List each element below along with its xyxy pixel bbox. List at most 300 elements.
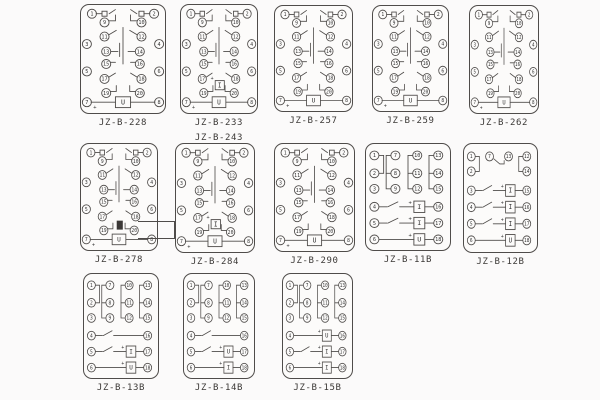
terminal-11: 11	[391, 35, 397, 41]
terminal-2: 2	[245, 11, 249, 18]
panel-label: JZ-B-259	[386, 116, 435, 126]
terminal-1: 1	[90, 283, 93, 289]
terminal-10: 10	[327, 20, 334, 27]
terminal-12: 12	[224, 316, 230, 322]
terminal-3: 3	[180, 180, 183, 187]
terminal-9: 9	[295, 20, 298, 27]
polarity-mark: +	[408, 216, 412, 223]
terminal-6: 6	[189, 366, 193, 372]
terminal-17: 17	[99, 214, 106, 221]
terminal-7: 7	[305, 283, 309, 290]
panel-outline	[274, 143, 355, 252]
terminal-5: 5	[376, 69, 380, 75]
schematic-drawing	[82, 9, 163, 111]
terminal-1: 1	[189, 11, 193, 18]
relay-diagram-JZ-B-259	[372, 5, 449, 127]
terminal-12: 12	[516, 35, 522, 42]
panel-label: JZ-B-12B	[476, 257, 525, 267]
terminal-15: 15	[144, 316, 151, 322]
terminal-10: 10	[138, 20, 145, 27]
terminal-5: 5	[469, 222, 473, 228]
terminal-17: 17	[486, 77, 492, 84]
terminal-6: 6	[157, 69, 161, 76]
coil-box-I: I	[325, 348, 329, 356]
terminal-13: 13	[144, 283, 151, 289]
terminal-12: 12	[132, 172, 139, 179]
terminal-10: 10	[328, 158, 335, 166]
terminal-12: 12	[322, 316, 328, 322]
terminal-5: 5	[90, 350, 93, 356]
terminal-2: 2	[288, 301, 292, 307]
coil-box-I: I	[129, 348, 133, 356]
panel-label: JZ-B-290	[290, 256, 339, 266]
panel-outline	[274, 5, 353, 112]
schematic-drawing	[187, 281, 248, 373]
terminal-20: 20	[227, 229, 234, 236]
polarity-mark: +	[121, 345, 125, 352]
terminal-6: 6	[372, 237, 376, 244]
terminal-15: 15	[241, 316, 247, 322]
terminal-18: 18	[339, 366, 345, 372]
terminal-5: 5	[288, 350, 292, 356]
polarity-mark: +	[500, 233, 504, 241]
terminal-19: 19	[196, 229, 203, 236]
terminal-15: 15	[392, 61, 399, 68]
terminal-8: 8	[531, 100, 535, 107]
terminal-2: 2	[436, 13, 440, 19]
terminal-4: 4	[157, 41, 161, 48]
terminal-9: 9	[295, 158, 299, 166]
polarity-mark: +	[219, 360, 223, 368]
terminal-10: 10	[132, 158, 139, 165]
panel-label: JZ-B-257	[289, 116, 338, 126]
polarity-mark: +	[121, 361, 125, 368]
coil-box-I: I	[508, 220, 513, 228]
terminal-11: 11	[101, 34, 108, 41]
terminal-19: 19	[100, 228, 107, 235]
terminal-11: 11	[486, 35, 492, 42]
terminal-2: 2	[189, 301, 193, 307]
terminal-2: 2	[527, 13, 531, 19]
terminal-9: 9	[207, 316, 210, 322]
terminal-7: 7	[488, 155, 491, 161]
terminal-2: 2	[145, 150, 149, 157]
terminal-6: 6	[247, 208, 250, 215]
terminal-18: 18	[138, 76, 145, 83]
terminal-7: 7	[180, 238, 183, 246]
terminal-3: 3	[184, 41, 188, 48]
panel-schematic-icon	[184, 274, 254, 378]
terminal-17: 17	[241, 350, 247, 356]
terminal-11: 11	[293, 34, 300, 41]
panel-schematic-icon	[366, 144, 450, 250]
terminal-4: 4	[372, 204, 376, 211]
terminal-13: 13	[487, 50, 493, 57]
terminal-1: 1	[89, 150, 93, 157]
terminal-15: 15	[487, 62, 493, 69]
relay-diagram-JZ-B-12B	[463, 143, 538, 268]
terminal-12: 12	[229, 173, 236, 180]
coil-box-I: I	[417, 219, 422, 228]
panel-schematic-icon	[176, 144, 254, 252]
polarity-mark: +	[192, 105, 196, 112]
terminal-17: 17	[391, 76, 397, 82]
terminal-12: 12	[138, 34, 145, 41]
terminal-10: 10	[516, 21, 522, 28]
terminal-14: 14	[227, 188, 234, 195]
terminal-14: 14	[422, 49, 429, 55]
terminal-13: 13	[196, 188, 203, 195]
terminal-4: 4	[189, 334, 193, 340]
terminal-16: 16	[131, 199, 138, 206]
panel-schematic-icon	[81, 5, 165, 113]
schematic-drawing	[87, 281, 151, 373]
terminal-17: 17	[199, 76, 206, 83]
panel-outline	[463, 143, 538, 253]
terminal-16: 16	[231, 61, 238, 68]
terminal-14: 14	[327, 187, 334, 194]
terminal-1: 1	[477, 13, 481, 19]
relay-diagram-JZ-B-15B	[282, 273, 353, 394]
schematic-drawing	[374, 10, 447, 109]
polarity-mark: +	[408, 233, 412, 239]
terminal-13: 13	[339, 283, 345, 290]
panel-label-2: JZ-B-243	[194, 133, 244, 143]
terminal-18: 18	[132, 214, 139, 221]
terminal-14: 14	[326, 48, 332, 55]
terminal-1: 1	[184, 150, 188, 157]
coil-box-U: U	[325, 332, 329, 340]
terminal-1: 1	[372, 153, 376, 160]
terminal-6: 6	[288, 366, 292, 372]
terminal-15: 15	[103, 61, 110, 68]
terminal-17: 17	[339, 350, 345, 356]
relay-diagram-JZ-B-290	[274, 143, 355, 267]
terminal-4: 4	[90, 334, 93, 340]
panel-label: JZ-B-15B	[293, 383, 342, 393]
terminal-11: 11	[414, 171, 421, 178]
terminal-12: 12	[327, 34, 334, 41]
terminal-16: 16	[515, 62, 521, 69]
terminal-18: 18	[327, 75, 334, 82]
terminal-8: 8	[346, 237, 350, 245]
terminal-3: 3	[372, 186, 376, 193]
terminal-7: 7	[207, 283, 210, 290]
terminal-2: 2	[342, 150, 346, 157]
terminal-13: 13	[392, 49, 399, 55]
terminal-7: 7	[84, 236, 88, 244]
polarity-mark: +	[317, 344, 321, 352]
terminal-8: 8	[393, 171, 397, 178]
terminal-12: 12	[328, 172, 335, 180]
polarity-mark: +	[187, 244, 191, 251]
polarity-mark: +	[210, 75, 214, 82]
coil-box-I: I	[417, 202, 422, 211]
terminal-11: 11	[294, 172, 301, 180]
coil-box-I: I	[217, 82, 222, 90]
panel-schematic-icon	[373, 6, 448, 111]
terminal-11: 11	[199, 34, 206, 41]
terminal-14: 14	[515, 50, 521, 57]
terminal-16: 16	[422, 61, 429, 68]
panel-schematic-icon	[283, 274, 352, 378]
panel-schematic-icon	[275, 144, 354, 251]
terminal-3: 3	[85, 41, 89, 48]
terminal-13: 13	[103, 49, 110, 56]
panel-label: JZ-B-284	[190, 257, 240, 267]
terminal-8: 8	[207, 301, 210, 307]
panel-outline	[469, 5, 539, 114]
coil-box-U: U	[129, 364, 133, 372]
terminal-6: 6	[469, 238, 473, 245]
terminal-8: 8	[250, 99, 254, 107]
schematic-drawing	[471, 10, 537, 111]
terminal-1: 1	[283, 150, 287, 157]
terminal-4: 4	[441, 42, 445, 48]
coil-box-U: U	[226, 348, 231, 356]
terminal-18: 18	[524, 238, 530, 245]
relay-diagram-JZ-B-284	[175, 143, 255, 268]
polarity-mark: +	[286, 103, 290, 110]
polarity-mark: +	[317, 360, 321, 368]
terminal-19: 19	[487, 91, 493, 98]
terminal-16: 16	[524, 205, 530, 212]
coil-box-U: U	[417, 235, 422, 244]
terminal-13: 13	[241, 283, 247, 290]
panel-label: JZ-B-11B	[383, 255, 433, 265]
terminal-19: 19	[392, 90, 399, 96]
terminal-2: 2	[90, 301, 93, 307]
terminal-3: 3	[90, 316, 93, 322]
panel-outline	[80, 4, 166, 114]
terminal-2: 2	[340, 12, 344, 19]
panel-outline	[180, 4, 258, 114]
coil-box-U: U	[312, 236, 317, 245]
terminal-10: 10	[232, 20, 239, 27]
terminal-12: 12	[126, 316, 132, 322]
terminal-16: 16	[227, 200, 234, 207]
terminal-17: 17	[194, 215, 201, 222]
terminal-14: 14	[136, 49, 143, 56]
polarity-mark: +	[92, 242, 96, 249]
jumper-loop-278	[138, 221, 175, 239]
terminal-6: 6	[345, 68, 349, 75]
terminal-20: 20	[231, 90, 238, 97]
coil-box-U: U	[508, 237, 513, 245]
schematic-drawing	[286, 281, 346, 373]
terminal-5: 5	[84, 206, 88, 214]
polarity-mark: +	[383, 103, 387, 110]
terminal-7: 7	[393, 153, 397, 160]
terminal-20: 20	[515, 91, 521, 98]
terminal-9: 9	[200, 20, 204, 27]
panel-label: JZ-B-228	[98, 118, 148, 128]
terminal-18: 18	[144, 366, 151, 372]
terminal-9: 9	[487, 21, 491, 28]
terminal-2: 2	[469, 169, 473, 176]
terminal-3: 3	[189, 316, 193, 322]
schematic-drawing	[276, 148, 352, 249]
terminal-15: 15	[435, 186, 442, 193]
terminal-6: 6	[90, 366, 93, 372]
polarity-mark: +	[479, 104, 483, 112]
terminal-11: 11	[126, 301, 132, 307]
terminal-18: 18	[424, 76, 430, 82]
terminal-8: 8	[345, 98, 349, 105]
terminal-1: 1	[288, 283, 292, 290]
coil-box-I: I	[213, 220, 218, 229]
terminal-10: 10	[229, 159, 236, 166]
terminal-6: 6	[150, 206, 154, 214]
terminal-16: 16	[241, 334, 247, 340]
terminal-13: 13	[100, 187, 107, 194]
relay-diagram-JZ-B-11B	[365, 143, 451, 266]
terminal-4: 4	[247, 180, 250, 187]
panel-outline	[372, 5, 449, 112]
panel-label: JZ-B-14B	[194, 383, 244, 393]
terminal-7: 7	[279, 237, 283, 245]
terminal-7: 7	[473, 100, 477, 107]
terminal-9: 9	[100, 158, 104, 165]
terminal-3: 3	[278, 41, 282, 48]
terminal-8: 8	[108, 301, 112, 307]
terminal-8: 8	[441, 99, 445, 105]
terminal-15: 15	[295, 200, 302, 207]
terminal-16: 16	[435, 204, 442, 211]
terminal-7: 7	[278, 98, 282, 105]
coil-box-U: U	[213, 237, 217, 246]
coil-box-I: I	[508, 187, 513, 195]
terminal-15: 15	[200, 61, 207, 68]
terminal-17: 17	[144, 350, 151, 356]
terminal-11: 11	[194, 173, 201, 180]
polarity-mark: +	[93, 105, 97, 112]
coil-box-I: I	[325, 364, 329, 372]
coil-box-I: I	[226, 364, 231, 372]
relay-diagram-JZ-B-13B	[83, 273, 159, 394]
terminal-7: 7	[184, 99, 188, 107]
panel-outline	[175, 143, 255, 253]
panel-schematic-icon	[84, 274, 158, 378]
terminal-1: 1	[469, 155, 473, 161]
panel-label: JZ-B-262	[479, 118, 529, 128]
terminal-6: 6	[346, 207, 350, 214]
terminal-14: 14	[241, 301, 247, 307]
terminal-16: 16	[339, 334, 345, 340]
terminal-4: 4	[250, 41, 254, 48]
terminal-9: 9	[305, 316, 309, 322]
terminal-16: 16	[326, 60, 332, 68]
terminal-9: 9	[393, 186, 397, 193]
terminal-18: 18	[435, 237, 442, 244]
terminal-7: 7	[376, 99, 380, 105]
terminal-17: 17	[524, 222, 530, 228]
schematic-drawing	[182, 9, 256, 111]
terminal-11: 11	[99, 172, 106, 179]
terminal-9: 9	[102, 20, 107, 27]
relay-diagram-JZ-B-228	[80, 4, 166, 129]
terminal-13: 13	[505, 155, 512, 161]
terminal-14: 14	[524, 169, 530, 176]
polarity-mark: +	[286, 243, 290, 250]
terminal-14: 14	[131, 187, 138, 194]
terminal-8: 8	[157, 99, 161, 106]
terminal-17: 17	[294, 214, 301, 222]
terminal-8: 8	[305, 301, 309, 307]
terminal-16: 16	[144, 334, 151, 340]
terminal-18: 18	[229, 215, 236, 222]
panel-outline	[83, 273, 159, 379]
terminal-5: 5	[279, 207, 283, 214]
terminal-8: 8	[247, 238, 250, 246]
coil-box-U: U	[120, 98, 126, 107]
terminal-16: 16	[327, 200, 334, 207]
terminal-6: 6	[531, 70, 535, 76]
terminal-5: 5	[372, 220, 376, 227]
terminal-13: 13	[200, 49, 207, 56]
terminal-2: 2	[152, 11, 156, 18]
terminal-9: 9	[392, 21, 396, 27]
terminal-13: 13	[435, 153, 442, 160]
terminal-11: 11	[224, 301, 230, 307]
panel-schematic-icon	[275, 6, 352, 111]
relay-diagram-JZ-B-14B	[183, 273, 255, 394]
terminal-7: 7	[108, 283, 112, 289]
terminal-10: 10	[224, 283, 230, 290]
terminal-19: 19	[200, 90, 207, 97]
terminal-20: 20	[327, 228, 334, 236]
terminal-9: 9	[108, 316, 112, 322]
schematic-drawing	[276, 10, 351, 109]
terminal-5: 5	[278, 68, 282, 75]
terminal-13: 13	[295, 48, 301, 55]
terminal-12: 12	[424, 35, 430, 41]
coil-box-U: U	[502, 99, 506, 107]
coil-box-U: U	[311, 97, 316, 105]
terminal-5: 5	[180, 208, 183, 215]
polarity-mark: +	[500, 217, 504, 224]
terminal-5: 5	[473, 70, 477, 76]
terminal-17: 17	[435, 220, 442, 227]
terminal-13: 13	[295, 187, 302, 194]
polarity-mark: +	[500, 183, 504, 191]
terminal-15: 15	[295, 60, 301, 68]
panel-schematic-icon	[470, 6, 538, 113]
terminal-12: 12	[414, 186, 421, 193]
relay-diagram-JZ-B-278	[80, 143, 158, 266]
terminal-5: 5	[184, 69, 188, 76]
schematic-drawing	[467, 152, 530, 246]
terminal-3: 3	[376, 42, 380, 48]
terminal-8: 8	[150, 236, 154, 244]
terminal-20: 20	[131, 228, 138, 235]
panel-schematic-icon	[464, 144, 537, 252]
terminal-4: 4	[531, 43, 535, 49]
terminal-14: 14	[339, 301, 345, 307]
terminal-5: 5	[85, 69, 89, 76]
terminal-14: 14	[435, 171, 442, 178]
terminal-5: 5	[189, 350, 193, 356]
terminal-18: 18	[516, 77, 522, 84]
terminal-3: 3	[288, 316, 292, 322]
terminal-10: 10	[414, 153, 421, 160]
polarity-mark: +	[317, 328, 321, 336]
terminal-10: 10	[322, 283, 328, 290]
terminal-11: 11	[322, 301, 328, 307]
terminal-15: 15	[524, 189, 530, 195]
terminal-17: 17	[101, 76, 108, 83]
coil-box-I: I	[508, 203, 513, 212]
